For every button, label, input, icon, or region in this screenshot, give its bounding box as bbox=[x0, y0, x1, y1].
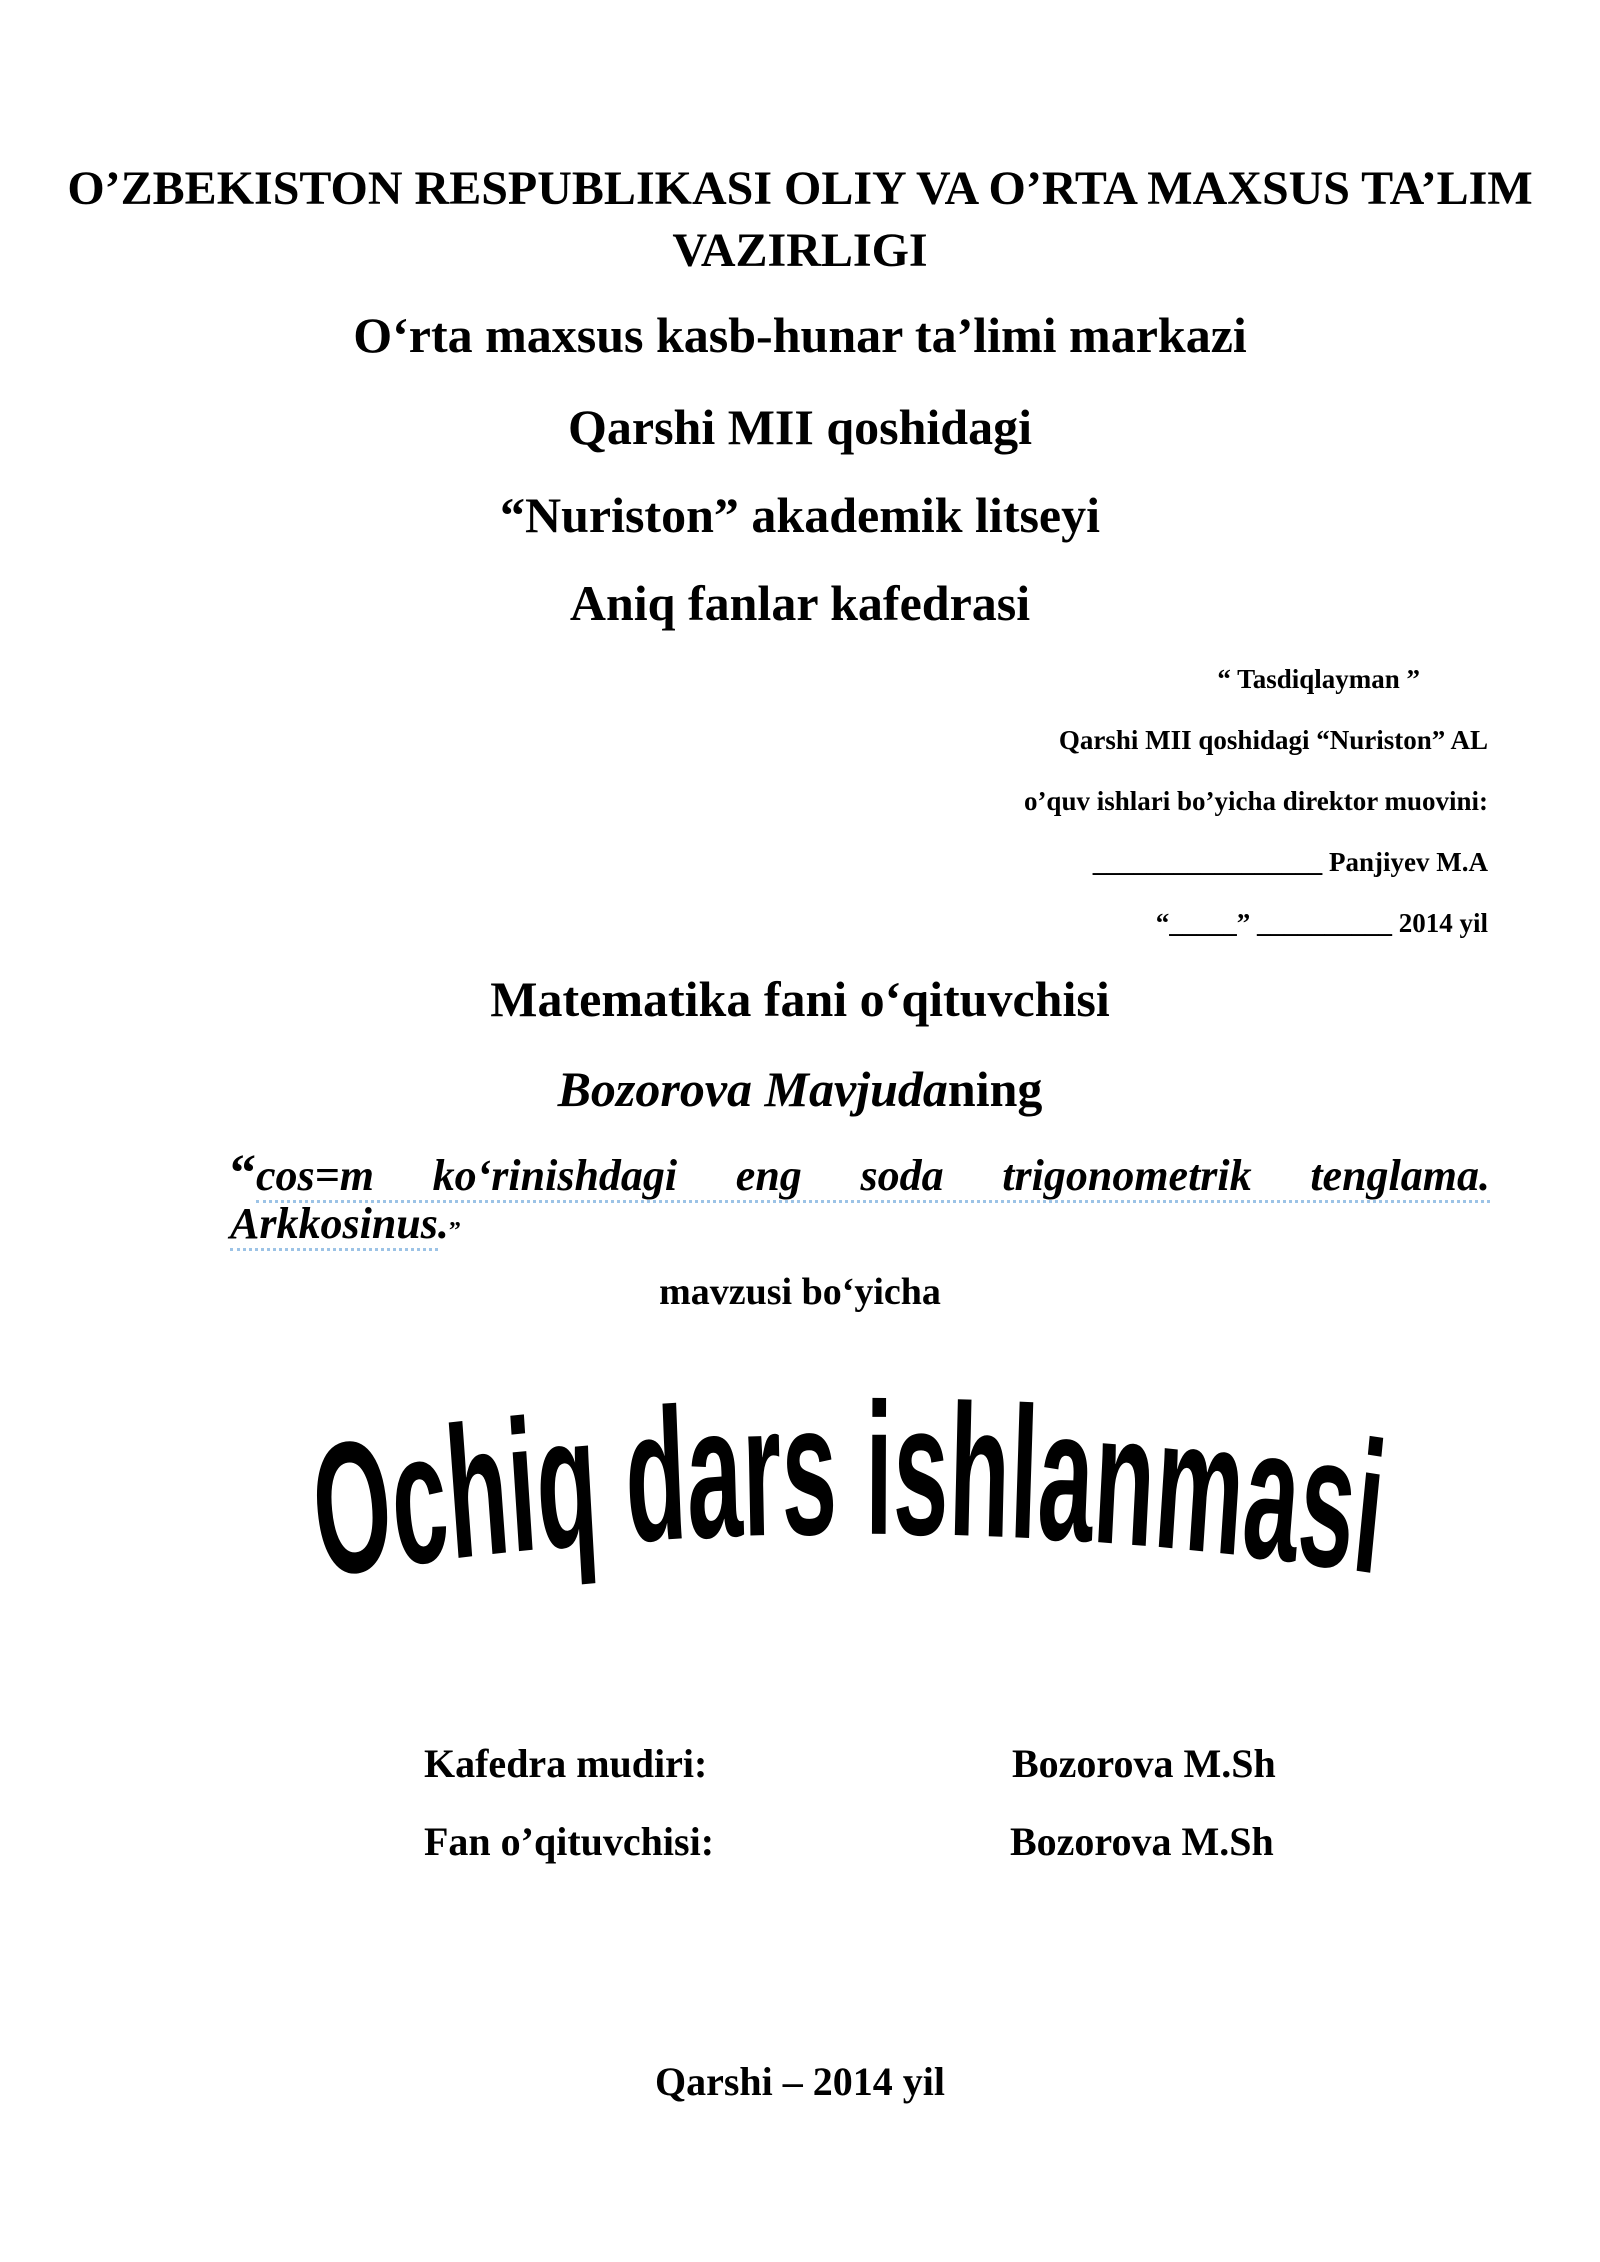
teacher-name bbox=[0, 1060, 1600, 1118]
approval-line-2: o’quv ishlari bo’yicha direktor muovini: bbox=[1023, 786, 1488, 816]
subject-teacher-name: Bozorova M.Sh bbox=[1010, 1819, 1274, 1864]
teacher-role: Matematika fani o‘qituvchisi bbox=[490, 971, 1110, 1027]
svg-text:Ochiq dars ishlanmasi bbox=[303, 1363, 1408, 1617]
institute-name: Qarshi MII qoshidagi bbox=[567, 399, 1032, 455]
head-of-department-label: Kafedra mudiri: bbox=[424, 1741, 708, 1786]
lesson-topic bbox=[230, 1145, 1490, 1255]
topic-text: cos=m ko‘rinishdagi eng soda trigonometrik tenglama. Arkkosinus bbox=[230, 1151, 1490, 1251]
city-year: Qarshi – 2014 yil bbox=[654, 2059, 946, 2104]
topic-open-quote: “ bbox=[230, 1145, 256, 1202]
approval-line-1: Qarshi MII qoshidagi “Nuriston” AL bbox=[1058, 725, 1488, 755]
topic-subtitle: mavzusi bo‘yicha bbox=[659, 1271, 941, 1313]
approval-signature: _________________ Panjiyev M.A bbox=[1092, 847, 1488, 877]
approval-date: “_____” __________ 2014 yil bbox=[1155, 908, 1488, 938]
department-name: Aniq fanlar kafedrasi bbox=[569, 575, 1031, 631]
ministry-title: O’ZBEKISTON RESPUBLIKASI OLIY VA O’RTA MAXSUS TA’LIM VAZIRLIGI bbox=[67, 162, 1533, 277]
subject-teacher-label: Fan o’qituvchisi: bbox=[424, 1819, 715, 1864]
topic-end-period: . bbox=[437, 1199, 449, 1248]
approval-title: “ Tasdiqlayman ” bbox=[1217, 664, 1420, 694]
topic-close-quote: ” bbox=[448, 1218, 461, 1244]
lyceum-name: “Nuriston” akademik litseyi bbox=[499, 487, 1101, 543]
head-of-department-name: Bozorova M.Sh bbox=[1012, 1741, 1276, 1786]
wordart-text: Ochiq dars ishlanmasi bbox=[303, 1363, 1408, 1617]
teacher-name-suffix: ning bbox=[947, 1061, 1043, 1117]
teacher-name-italic: Bozorova Mavjuda bbox=[557, 1061, 948, 1117]
center-name: O‘rta maxsus kasb-hunar ta’limi markazi bbox=[353, 307, 1247, 363]
wordart-title bbox=[300, 1340, 1420, 1670]
